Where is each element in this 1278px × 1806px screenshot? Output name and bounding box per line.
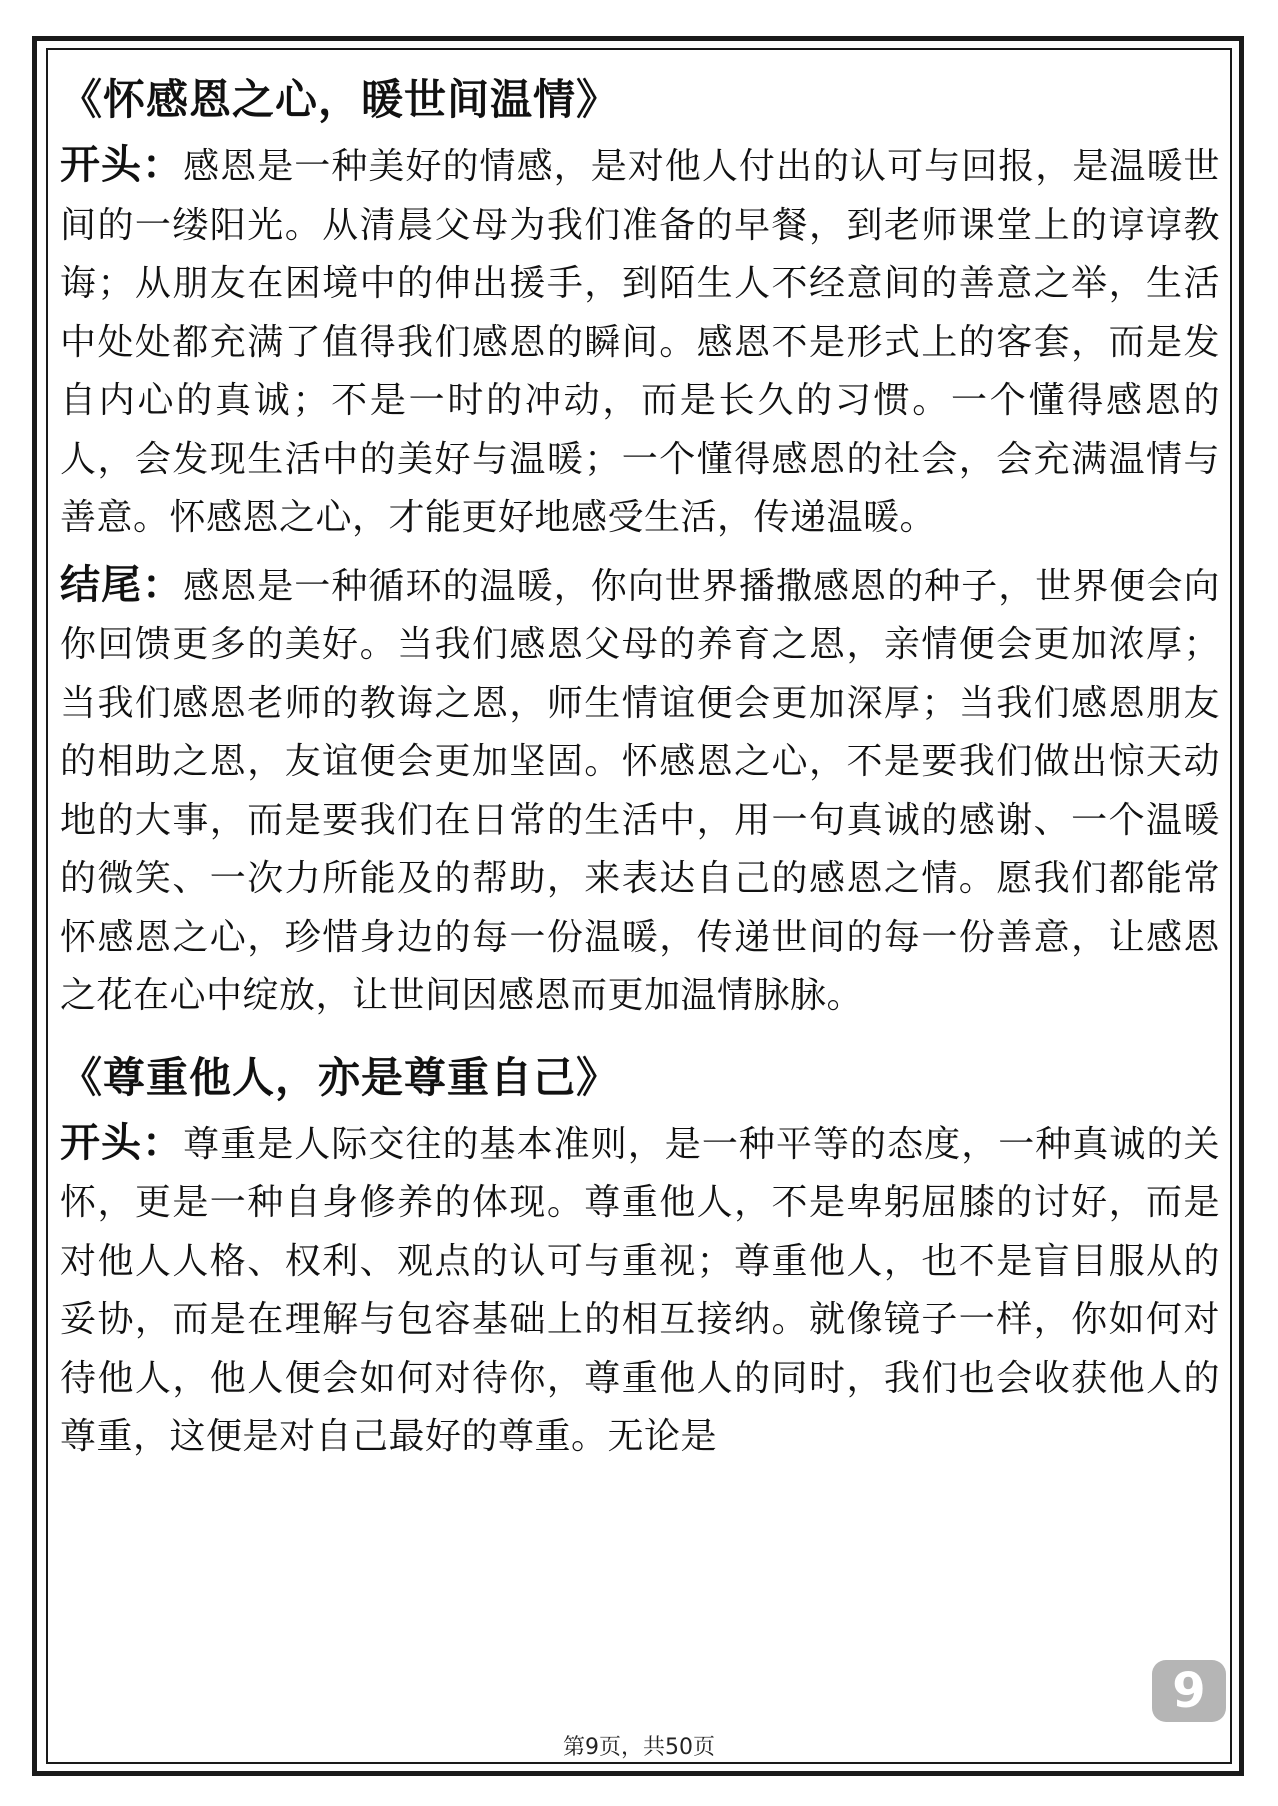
opening-paragraph-2 — [60, 1114, 1220, 1467]
page-footer: 第9页，共50页 — [563, 1735, 715, 1760]
opening-paragraph-1 — [60, 136, 1220, 548]
ending-text: 感恩是一种循环的温暖，你向世界播撒感恩的种子，世界便会向你回馈更多的美好。当我们感恩父母的养育之恩，亲情便会更加浓厚；当我们感恩老师的教诲之恩，师生情谊便会更加深厚；当我们感恩朋友的相助之恩，友谊便会更加坚固。怀感恩之心，不是要我们做出惊天动地的大事，而是要我们在日常的生活中，用一句真诚的感谢、一个温暖的微笑、一次力所能及的帮助，来表达自己的感恩之情。愿我们都能常怀感恩之心，珍惜身边的每一份温暖，传递世间的每一份善意，让感恩之花在心中绽放，让世间因感恩而更加温情脉脉。 — [60, 565, 1220, 1016]
essay-title-1: 《怀感恩之心，暖世间温情》 — [60, 75, 620, 124]
opening-text: 感恩是一种美好的情感，是对他人付出的认可与回报，是温暖世间的一缕阳光。从清晨父母为我们准备的早餐，到老师课堂上的谆谆教诲；从朋友在困境中的伸出援手，到陌生人不经意间的善意之举，生活中处处都充满了值得我们感恩的瞬间。感恩不是形式上的客套，而是发自内心的真诚；不是一时的冲动，而是长久的习惯。一个懂得感恩的人，会发现生活中的美好与温暖；一个懂得感恩的社会，会充满温情与善意。怀感恩之心，才能更好地感受生活，传递温暖。 — [60, 146, 1220, 538]
ending-paragraph-1 — [60, 556, 1220, 1026]
opening-text: 尊重是人际交往的基本准则，是一种平等的态度，一种真诚的关怀，更是一种自身修养的体现。尊重他人，不是卑躬屈膝的讨好，而是对他人人格、权利、观点的认可与重视；尊重他人，也不是盲目服从的妥协，而是在理解与包容基础上的相互接纳。就像镜子一样，你如何对待他人，他人便会如何对待你，尊重他人的同时，我们也会收获他人的尊重，这便是对自己最好的尊重。无论是 — [60, 1123, 1220, 1457]
essay-title-2: 《尊重他人，亦是尊重自己》 — [60, 1052, 620, 1102]
ending-label: 结尾： — [60, 561, 184, 608]
opening-label: 开头： — [60, 1119, 184, 1166]
page-number-badge: 9 — [1152, 1660, 1226, 1722]
opening-label: 开头： — [60, 142, 184, 188]
document-body — [60, 64, 1220, 1475]
